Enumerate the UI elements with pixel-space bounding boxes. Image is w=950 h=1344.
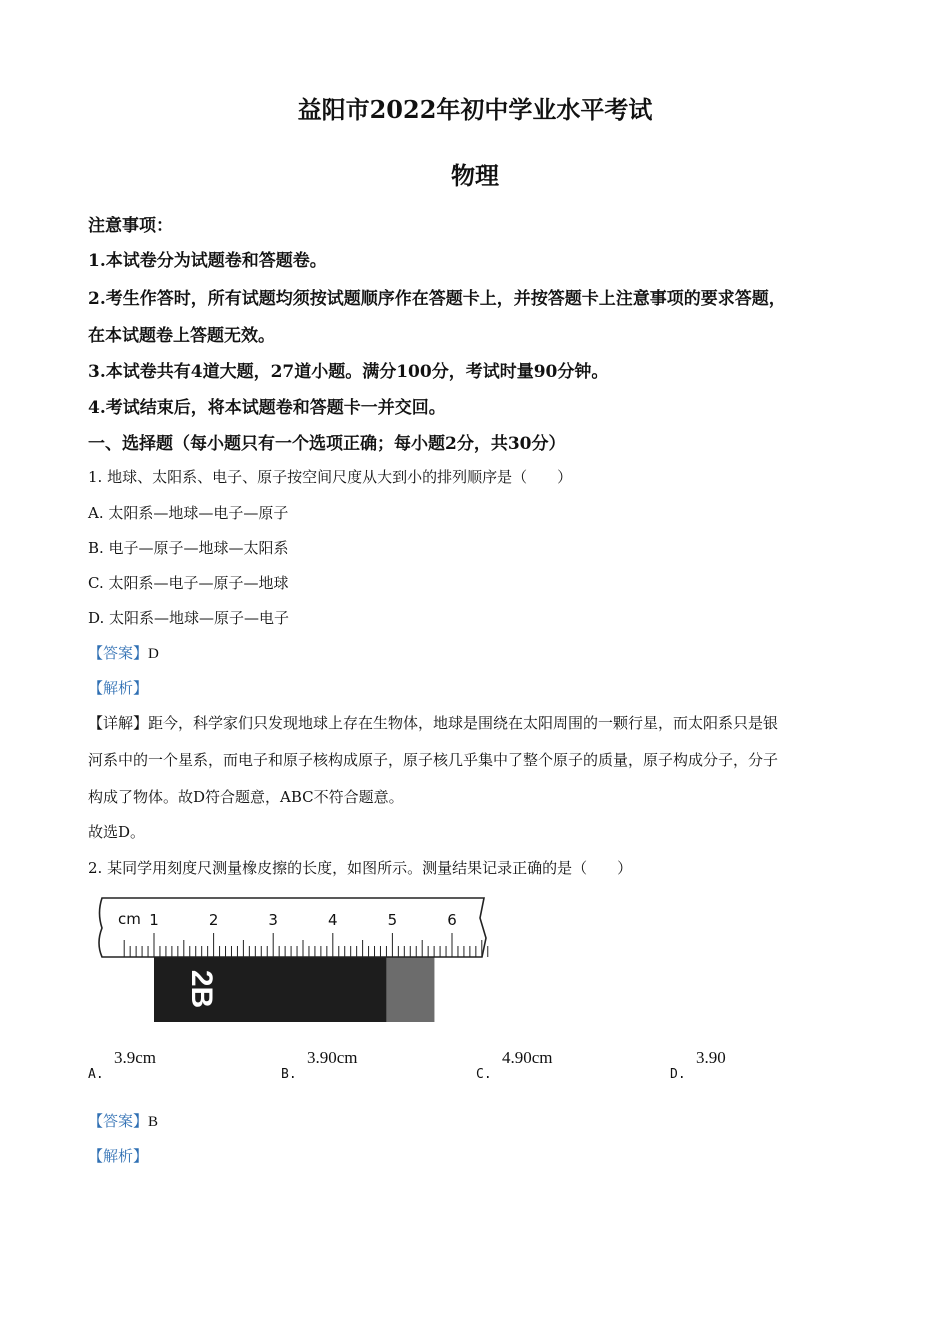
subject-title: 物理 [451, 161, 499, 190]
ruler-label: 4 [328, 911, 338, 929]
ruler-label: 6 [447, 911, 457, 929]
option-value: 4.90cm [502, 1048, 553, 1067]
option-value: 3.90 [696, 1048, 726, 1067]
detail-text: 距今，科学家们只发现地球上存在生物体，地球是围绕在太阳周围的一颗行星，而太阳系只是银 [148, 714, 779, 732]
notes-heading: 注意事项： [88, 216, 173, 236]
ruler-label: 3 [268, 911, 278, 929]
note-item: 3.本试卷共有4道大题，27道小题。满分100分，考试时量90分钟。 [88, 362, 609, 382]
option-value: 3.90cm [307, 1048, 358, 1067]
eraser-label: 2B [185, 969, 219, 1009]
section-heading: 一、选择题（每小题只有一个选项正确；每小题2分，共30分） [88, 434, 566, 454]
q2-option-a [88, 1046, 268, 1086]
q1-option-b: B. 电子—原子—地球—太阳系 [88, 539, 289, 557]
q1-stem: 1. 地球、太阳系、电子、原子按空间尺度从大到小的排列顺序是（ ） [88, 468, 573, 486]
ruler-label: 2 [208, 911, 219, 929]
q1-analysis-tag: 【解析】 [88, 679, 149, 697]
answer-tag: 【答案】 [88, 644, 149, 662]
q1-detail-line [88, 712, 778, 733]
detail-tag: 【详解】 [88, 714, 149, 732]
answer-tag: 【答案】 [88, 1112, 149, 1130]
q1-detail-line: 河系中的一个星系，而电子和原子核构成原子，原子核几乎集中了整个原子的质量，原子构成分子，分子 [88, 751, 779, 769]
q1-detail-line: 构成了物体。故D符合题意，ABC不符合题意。 [88, 788, 404, 806]
q2-option-c [476, 1046, 656, 1086]
q1-conclusion: 故选D。 [88, 823, 146, 841]
q1-option-a: A. 太阳系—地球—电子—原子 [88, 504, 289, 522]
answer-value: D [148, 646, 159, 662]
ruler-label: 5 [387, 911, 398, 929]
option-letter: D. [670, 1067, 686, 1082]
q2-analysis-tag: 【解析】 [88, 1147, 149, 1165]
note-item: 1.本试卷分为试题卷和答题卷。 [88, 251, 327, 271]
note-item: 在本试题卷上答题无效。 [88, 326, 275, 346]
ruler-figure [96, 893, 496, 1028]
q2-stem: 2. 某同学用刻度尺测量橡皮擦的长度，如图所示。测量结果记录正确的是（ ） [88, 859, 633, 877]
option-letter: A. [88, 1067, 104, 1082]
q1-option-c: C. 太阳系—电子—原子—地球 [88, 574, 289, 592]
option-letter: C. [476, 1067, 492, 1082]
q2-option-b [281, 1046, 461, 1086]
note-item: 2.考生作答时，所有试题均须按试题顺序作在答题卡上，并按答题卡上注意事项的要求答题， [88, 289, 786, 309]
exam-title: 益阳市2022年初中学业水平考试 [297, 95, 653, 124]
ruler-unit: cm [118, 910, 141, 928]
q1-answer [88, 642, 159, 663]
option-letter: B. [281, 1067, 297, 1082]
eraser-sleeve [386, 957, 434, 1022]
note-item: 4.考试结束后，将本试题卷和答题卡一并交回。 [88, 398, 446, 418]
option-value: 3.9cm [114, 1048, 157, 1067]
ruler-label: 1 [149, 911, 159, 929]
q1-option-d: D. 太阳系—地球—原子—电子 [88, 609, 290, 627]
q2-answer [88, 1110, 158, 1131]
answer-value: B [148, 1114, 159, 1130]
q2-option-d [670, 1046, 850, 1086]
